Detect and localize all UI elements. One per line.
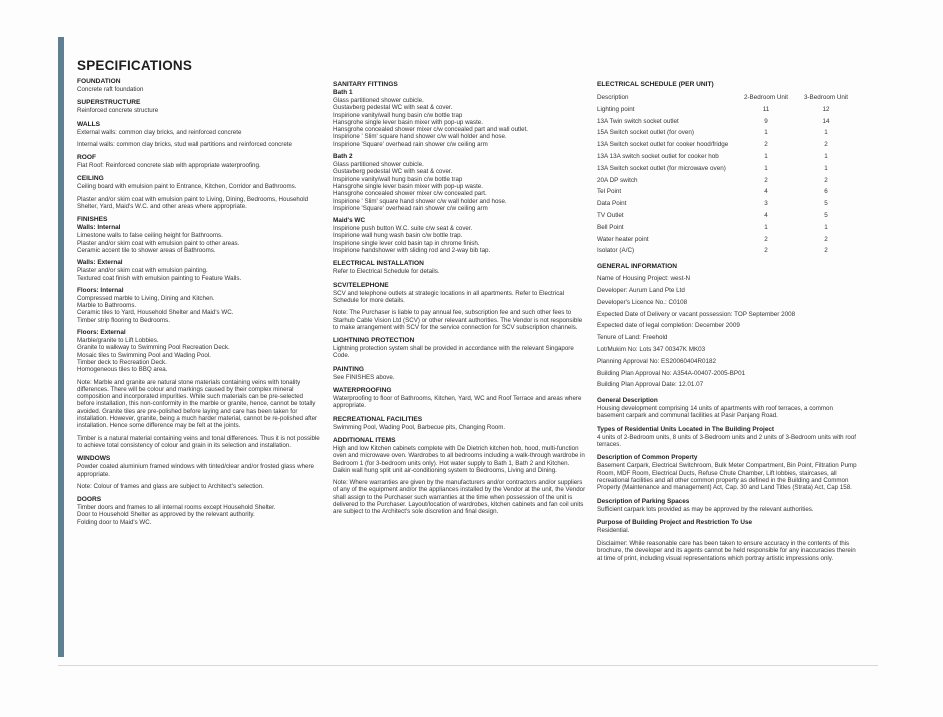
section-heading: RECREATIONAL FACILITIES	[333, 415, 423, 423]
table-cell: 1	[764, 129, 768, 137]
subheading: Bath 1	[333, 89, 353, 96]
table-cell: 2	[824, 141, 828, 149]
table-cell: Tel Point	[597, 188, 622, 196]
section-heading: SANITARY FITTINGS	[333, 81, 398, 88]
spec-section	[597, 498, 859, 513]
paragraph: Housing development comprising 14 units of apartments with roof terraces, a common basement carpark and communal facilities at Pasir Panjang Road.	[597, 405, 833, 420]
table-row	[597, 127, 855, 139]
paragraph: Limestone walls to false ceiling height for Bathrooms. Plaster and/or skim coat with emulsion paint to other areas. Ceramic accent tile to shower areas of Bathrooms.	[77, 232, 240, 254]
paragraph: Plaster and/or skim coat with emulsion painting. Textured coat finish with emulsion painting to Feature Walls.	[77, 267, 242, 282]
table-row	[597, 210, 855, 222]
section-heading: WATERPROOFING	[333, 387, 392, 395]
spec-section	[597, 540, 859, 562]
section-heading: WALLS	[77, 120, 101, 128]
table-row	[597, 234, 855, 246]
electrical-table	[597, 92, 855, 257]
table-cell: 4	[764, 211, 768, 219]
table-cell: 1	[764, 152, 768, 160]
paragraph: Residential.	[597, 526, 630, 534]
section-heading: ELECTRICAL SCHEDULE (PER UNIT)	[597, 81, 714, 88]
table-row	[597, 198, 855, 210]
table-cell: 14	[822, 117, 830, 125]
table-cell: 15A Switch socket outlet (for oven)	[597, 129, 694, 137]
general-information	[597, 263, 859, 391]
table-cell: Isolator (A/C)	[597, 247, 635, 255]
paragraph: SCV and telephone outlets at strategic locations in all apartments. Refer to Electrical Schedule for more details.	[333, 289, 565, 304]
table-row	[597, 139, 855, 151]
spec-section	[77, 216, 321, 449]
paragraph: Internal walls: common clay bricks, stud wall partitions and reinforced concrete	[77, 140, 292, 148]
table-cell: 12	[822, 105, 830, 113]
spec-section	[77, 455, 321, 490]
paragraph: High and low Kitchen cabinets complete with De Dietrich kitchen hob, hood, multi-function oven and microwave oven. Wardrobes to all bedrooms including a walk-through wardrobe in Bedroom 1 (for 3-bedroom units only). Hot water supply to Bath 1, Bath 2 and Kitchen. Daikin wall hung split unit air-conditioning system to Bedrooms, Living and Dining.	[333, 444, 585, 474]
subheading: Floors: External	[77, 329, 126, 337]
spec-section	[333, 260, 587, 275]
paragraph: External walls: common clay bricks, and reinforced concrete	[77, 128, 242, 136]
table-row	[597, 116, 855, 128]
table-cell: 1	[824, 152, 828, 160]
table-row	[597, 186, 855, 198]
section-heading: SUPERSTRUCTURE	[77, 99, 141, 107]
paragraph: Note: Where warranties are given by the manufacturers and/or contractors and/or suppliers of any of the equipment and/or the appliances installed by the Vendor at the unit, the Vendor shall assign to the Purchaser such warranties at the time when possession of the unit is delivered to the Purchaser. Layout/location of wardrobes, kitchen cabinets and fan coil units are subject to the Architect's sole discretion and final design.	[333, 479, 586, 516]
info-line: Building Plan Approval Date: 12.01.07	[597, 381, 704, 389]
paragraph: Inspirione push button W.C. suite c/w seat & cover. Inspirione wall hung wash basin c/w bottle trap. Inspirione single lever cold basin tap in chrome finish. Inspirione handshower with sliding rod and 2-way bib tap.	[333, 225, 491, 255]
middle-sections	[333, 81, 587, 516]
table-cell: Bell Point	[597, 223, 624, 231]
section-heading: FOUNDATION	[77, 78, 121, 85]
electrical-schedule	[597, 81, 859, 257]
paragraph: Glass partitioned shower cubicle. Gustavberg pedestal WC with seat & cover. Inspirione vanity/wall hung basin c/w bottle trap Hansgrohe single lever basin mixer with pop-up waste. Hansgrohe concealed shower mixer c/w concealed part. Inspirione ' Slim' square hand shower c/w wall holder and hose. Inspirione 'Square' overhead rain shower c/w ceiling arm	[333, 161, 507, 212]
spec-section	[77, 121, 321, 149]
info-line: Expected date of legal completion: December 2009	[597, 322, 740, 330]
spec-section	[333, 416, 587, 431]
paragraph: Sufficient carpark lots provided as may be approved by the relevant authorities.	[597, 505, 814, 513]
column-left	[77, 58, 321, 532]
paragraph: Powder coated aluminium framed windows with tinted/clear and/or frosted glass where appropriate.	[77, 463, 314, 478]
subheading: Maid's WC	[333, 217, 366, 225]
table-header-row	[597, 92, 855, 104]
table-cell: Water heater point	[597, 235, 649, 243]
spec-section	[77, 175, 321, 210]
paragraph: Concrete raft foundation	[77, 86, 144, 93]
section-heading: GENERAL INFORMATION	[597, 263, 677, 271]
paragraph: Glass partitioned shower cubicle. Gustavberg pedestal WC with seat & cover. Inspirione vanity/wall hung basin c/w bottle trap Hansgrohe single lever basin mixer with pop-up waste. Hansgrohe concealed shower mixer c/w concealed part and wall outlet. Inspirione ' Slim' square hand shower c/w wall holder and hose. Inspirione 'Square' overhead rain shower c/w ceiling arm	[333, 97, 529, 148]
section-heading: PAINTING	[333, 365, 365, 373]
paragraph: Note: Colour of frames and glass are subject to Architect's selection.	[77, 482, 264, 490]
paragraph: 4 units of 2-Bedroom units, 8 units of 3-Bedroom units and 2 units of 3-Bedroom units with roof terraces.	[597, 433, 856, 449]
table-cell: 20A DP switch	[597, 176, 638, 184]
paragraph: Ceiling board with emulsion paint to Entrance, Kitchen, Corridor and Bathrooms.	[77, 183, 297, 191]
table-row	[597, 104, 855, 116]
paragraph: See FINISHES above.	[333, 373, 395, 381]
table-cell: 2	[764, 247, 768, 255]
subheading: Floors: Internal	[77, 286, 124, 294]
table-cell: 1	[824, 164, 828, 172]
info-line: Developer's Licence No.: C0108	[597, 298, 688, 306]
paragraph: Basement Carpark, Electrical Switchroom, Bulk Meter Compartment, Bin Point, Filtration Pump Room, MDF Room, Electrical Ducts, Refuse Chute Chamber, Lift lobbies, staircases, all recreational facilities and all other common property as defined in the Building and Common Property (Maintenance and management) Act, Cap. 30 and Land Titles (Strata) Act, Cap 158.	[597, 462, 857, 492]
table-cell: 1	[764, 223, 768, 231]
subheading: Bath 2	[333, 153, 353, 161]
table-cell: 11	[762, 105, 770, 113]
footer-divider	[58, 665, 878, 666]
section-heading: WINDOWS	[77, 455, 111, 463]
paragraph: Note: Marble and granite are natural stone materials containing veins with tonality differences. There will be colour and markings caused by their complex mineral composition and incorporated impurities. While such materials can be pre-selected before installation, this non-conformity in the marble or granite, hence, cannot be totally avoided. Granite tiles are pre-polished before laying and care has been taken for installation. However, granite, being a much harder material, cannot be re-polished after installation. Hence some difference may be felt at the joints.	[77, 378, 318, 430]
table-row	[597, 245, 855, 257]
paragraph: Note: The Purchaser is liable to pay annual fee, subscription fee and such other fees to Starhub Cable Vision Ltd (SCV) or other relevant authorities. The Vendor is not responsible to make arrangement with SCV for the service connection for SCV subscription channels.	[333, 309, 583, 331]
spec-section	[77, 154, 321, 169]
table-cell: 2	[764, 235, 768, 243]
section-heading: ADDITIONAL ITEMS	[333, 436, 396, 444]
table-cell: 1	[764, 164, 768, 172]
table-header-cell: 2-Bedroom Unit	[743, 94, 789, 101]
paragraph: Waterproofing to floor of Bathrooms, Kitchen, Yard, WC and Roof Terrace and areas where appropriate.	[333, 395, 582, 410]
accent-bar	[58, 37, 64, 657]
info-line: Tenure of Land: Freehold	[597, 334, 668, 342]
paragraph: Disclaimer: While reasonable care has been taken to ensure accuracy in the contents of this brochure, the developer and its agents cannot be held responsible for any inaccuracies therein at time of print, including visual representations which portray artistic impressions only.	[597, 540, 856, 562]
table-row	[597, 175, 855, 187]
section-heading: General Description	[597, 397, 658, 405]
table-cell: 5	[824, 200, 828, 208]
spec-section	[333, 366, 587, 381]
column-right	[597, 81, 859, 568]
table-row	[597, 151, 855, 163]
spec-section	[333, 337, 587, 360]
spec-section	[597, 454, 859, 491]
table-cell: 2	[824, 247, 828, 255]
section-heading: Description of Parking Spaces	[597, 497, 690, 505]
spec-section	[597, 519, 859, 534]
section-heading: CEILING	[77, 175, 104, 183]
table-cell: 13A 13A switch socket outlet for cooker hob	[597, 152, 719, 160]
spec-section	[77, 99, 321, 114]
left-sections	[77, 78, 321, 526]
section-heading: DOORS	[77, 496, 102, 504]
paragraph: Lightning protection system shall be provided in accordance with the relevant Singapore Code.	[333, 345, 574, 360]
table-cell: 4	[764, 188, 768, 196]
table-cell: 2	[764, 141, 768, 149]
section-heading: Purpose of Building Project and Restriction To Use	[597, 518, 753, 526]
table-header-cell: 3-Bedroom Unit	[803, 94, 849, 101]
paragraph: Flat Roof: Reinforced concrete slab with appropriate waterproofing.	[77, 162, 261, 170]
paragraph: Reinforced concrete structure	[77, 107, 159, 115]
table-cell: 9	[764, 117, 768, 125]
table-cell: Data Point	[597, 200, 627, 208]
spec-section	[77, 496, 321, 526]
spec-section	[333, 282, 587, 331]
subheading: Walls: Internal	[77, 224, 121, 232]
paragraph: Plaster and/or skim coat with emulsion paint to Living, Dining, Bedrooms, Household Shelter, Yard, Maid's W.C. and other areas where appropriate.	[77, 195, 309, 211]
spec-section	[333, 437, 587, 516]
spec-section	[77, 78, 321, 93]
info-line: Planning Approval No: ES20060404R0182	[597, 357, 717, 365]
table-row	[597, 222, 855, 234]
table-cell: 2	[764, 176, 768, 184]
spec-section	[333, 387, 587, 410]
spec-section	[597, 397, 859, 420]
table-cell: 13A Twin switch socket outlet	[597, 117, 679, 125]
spec-section	[333, 81, 587, 254]
table-cell: TV Outlet	[597, 211, 624, 219]
section-heading: LIGHTNING PROTECTION	[333, 337, 415, 345]
paragraph: Compressed marble to Living, Dining and Kitchen. Marble to Bathrooms. Ceramic tiles to Yard, Household Shelter and Maid's WC. Timber strip flooring to Bedrooms.	[77, 294, 234, 324]
paragraph: Timber doors and frames to all internal rooms except Household Shelter. Door to Household Shelter as approved by the relevant authority. Folding door to Maid's WC.	[77, 504, 276, 526]
table-cell: 5	[824, 211, 828, 219]
table-cell: 1	[824, 223, 828, 231]
section-heading: ELECTRICAL INSTALLATION	[333, 260, 424, 268]
table-cell: 3	[764, 200, 768, 208]
table-cell: 13A Switch socket outlet (for microwave oven)	[597, 164, 726, 172]
table-header-cell: Description	[597, 94, 629, 101]
info-line: Expected Date of Delivery or vacant possession: TOP September 2008	[597, 310, 796, 318]
table-cell: 6	[824, 188, 828, 196]
paragraph: Swimming Pool, Wading Pool, Barbecue pits, Changing Room.	[333, 423, 506, 431]
paragraph: Marble/granite to Lift Lobbies. Granite to walkway to Swimming Pool Recreation Deck. Mosaic tiles to Swimming Pool and Wading Pool. Timber deck to Recreation Deck. Homogeneous tiles to BBQ area.	[77, 337, 230, 374]
spec-section	[597, 426, 859, 449]
table-cell: 2	[824, 176, 828, 184]
page-title: SPECIFICATIONS	[77, 58, 193, 73]
info-line: Developer: Aurum Land Pte Ltd	[597, 286, 685, 294]
table-cell: Lighting point	[597, 105, 635, 113]
column-middle	[333, 81, 587, 522]
info-line: Building Plan Approval No: A354A-00407-2005-BP01	[597, 369, 746, 377]
section-heading: ROOF	[77, 154, 97, 162]
subheading: Walls: External	[77, 259, 123, 267]
section-heading: FINISHES	[77, 216, 108, 224]
section-heading: Description of Common Property	[597, 454, 698, 462]
info-line: Name of Housing Project: west-N	[597, 275, 691, 283]
section-heading: SCV/TELEPHONE	[333, 281, 389, 289]
table-row	[597, 163, 855, 175]
table-cell: 13A Switch socket outlet for cooker hood/fridge	[597, 141, 729, 149]
section-heading: Types of Residential Units Located in The Building Project	[597, 425, 775, 433]
table-cell: 2	[824, 235, 828, 243]
paragraph: Refer to Electrical Schedule for details.	[333, 268, 440, 276]
right-sections	[597, 397, 859, 562]
table-cell: 1	[824, 129, 828, 137]
paragraph: Timber is a natural material containing veins and tonal differences. Thus it is not possible to achieve total consistency of colour and grain in its selection and installation.	[77, 434, 320, 449]
info-line: Lot/Mukim No: Lots 347 00347K MK03	[597, 345, 706, 353]
